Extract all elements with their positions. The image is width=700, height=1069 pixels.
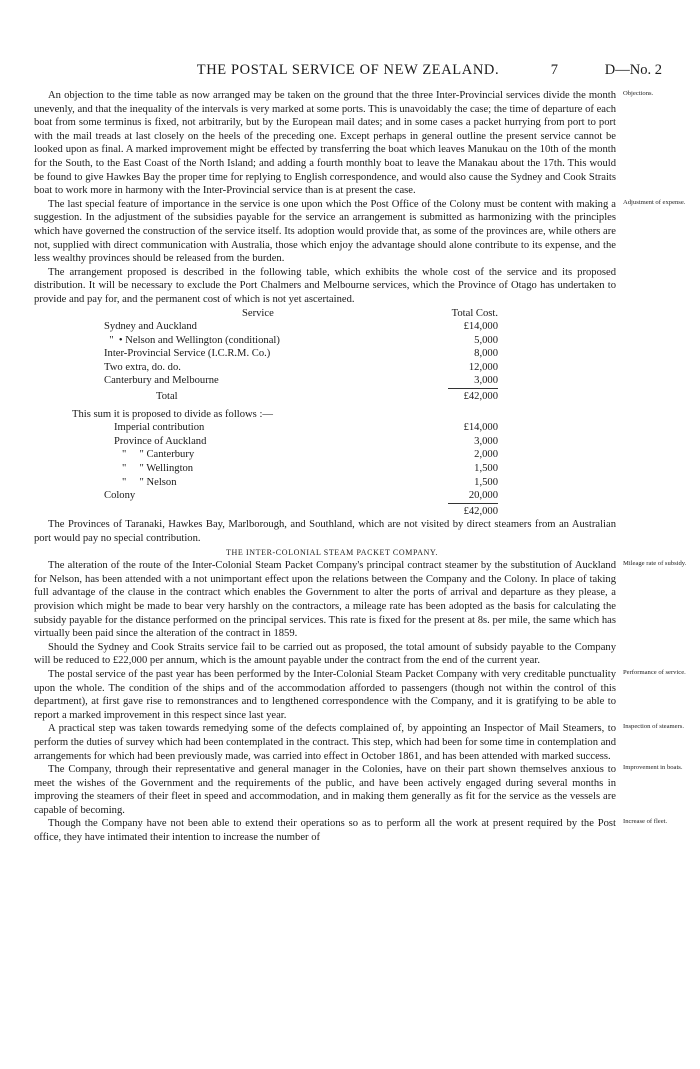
row-value: 1,500 <box>474 476 498 488</box>
row-label: Colony <box>104 490 136 502</box>
row-value: 2,000 <box>474 449 498 461</box>
paragraph-text: Though the Company have not been able to extend their operations so as to perform all the work at present required by the Post office, they have intimated their intention to increase the number of <box>34 818 616 844</box>
paragraph-text: A practical step was taken towards remedying some of the defects complained of, by appointing an Inspector of Mail Steamers, to perform the duties of survey which had been contemplated in the contract. This step, which had been for some time in contemplation and arrangements for which had been previously made, was carried into effect in October 1861, and has been attended with marked success. <box>34 723 616 762</box>
running-title: THE POSTAL SERVICE OF NEW ZEALAND. <box>196 62 500 78</box>
row-value: 5,000 <box>474 334 498 346</box>
row-label: Sydney and Auckland <box>104 321 197 333</box>
body-text <box>34 89 687 845</box>
paragraph-text: Should the Sydney and Cook Straits service fail to be carried out as proposed, the total amount of subsidy payable to the Company will be reduced to £22,000 per annum, which is the amount payable under the contract from the end of the current year. <box>34 641 616 667</box>
page-number: 7 <box>550 62 558 78</box>
row-label: " " Wellington <box>114 463 194 475</box>
table-row <box>104 334 616 348</box>
row-label: " " Canterbury <box>114 449 195 461</box>
paragraph <box>34 641 616 668</box>
row-label: " • Nelson and Wellington (conditional) <box>104 334 280 346</box>
table-row <box>104 462 616 476</box>
row-value: 8,000 <box>474 348 498 360</box>
row-value: 1,500 <box>474 463 498 475</box>
column-header-service: Service <box>242 307 274 319</box>
paragraph-text: The last special feature of importance in the service is one upon which the Post Office of the Colony must be content with making a suggestion. In the adjustment of the subsidies payable for the service an arrangement is submitted as harmonizing with the principles which have governed the construction of the service itself. Its adoption would provide that, as some of the provinces are, while others are not, supplied with direct communication with Australia, those which enjoy the advantage should alone contribute to its expense, and the less wealthy provinces should be released from the burden. <box>34 198 616 265</box>
paragraph <box>34 89 654 198</box>
table-total-row <box>104 390 616 404</box>
paragraph <box>34 817 668 844</box>
paragraph <box>34 763 683 817</box>
margin-note: Adjustment of expense. <box>623 198 686 206</box>
paragraph <box>34 266 616 307</box>
table-row <box>104 361 616 375</box>
paragraph <box>34 559 687 641</box>
paragraph-text: This sum it is proposed to divide as follows :— <box>72 408 273 420</box>
margin-note: Improvement in boats. <box>623 764 683 772</box>
row-label: Imperial contribution <box>114 422 205 434</box>
table-row <box>104 448 616 462</box>
row-value: £14,000 <box>463 422 498 434</box>
table-row <box>104 374 616 388</box>
margin-note: Performance of service. <box>623 668 686 676</box>
cost-table <box>104 307 616 404</box>
section-heading: THE INTER-COLONIAL STEAM PACKET COMPANY. <box>226 547 438 557</box>
row-value: £14,000 <box>463 321 498 333</box>
paragraph-text: The Provinces of Taranaki, Hawkes Bay, Marlborough, and Southland, which are not visited by direct steamers from an Australian port would pay no special contribution. <box>34 519 616 544</box>
row-label: Province of Auckland <box>114 435 207 447</box>
margin-note: Inspection of steamers. <box>623 723 684 731</box>
paragraph <box>34 668 686 722</box>
table-row <box>104 489 616 503</box>
paragraph-text: The arrangement proposed is described in the following table, which exhibits the whole cost of the service and its proposed distribution. It will be necessary to exclude the Port Chalmers and Melbourne services, which the Province of Otago has undertaken to provide and pay for, and the permanent cost of which is not yet ascertained. <box>34 266 616 305</box>
column-header-total: Total Cost. <box>451 307 498 319</box>
row-label: Inter-Provincial Service (I.C.R.M. Co.) <box>104 348 271 360</box>
division-table <box>104 421 616 518</box>
page-header <box>34 62 662 82</box>
table-total-row <box>104 505 616 519</box>
table-row <box>104 347 616 361</box>
row-label: Two extra, do. do. <box>104 361 181 373</box>
paragraph <box>34 198 686 266</box>
margin-note: Increase of fleet. <box>623 818 668 826</box>
table-row <box>104 421 616 435</box>
row-value: 3,000 <box>474 375 498 387</box>
paragraph-text: The postal service of the past year has been performed by the Inter-Colonial Steam Packet Company with very creditable punctuality upon the whole. The condition of the ships and of the accommodation afforded to passengers (though not within the control of this department), at first gave rise to remonstrances and to lengthened correspondence with the Company, and it is gratifying to be able to report a marked improvement in this respect since last year. <box>34 668 616 721</box>
total-label: Total <box>156 391 178 403</box>
paragraph-text: The Company, through their representative and general manager in the Colonies, have on their part shown themselves anxious to meet the wishes of the Government and the requirements of the public, and have been actively engaged during several months in improving the steamers of their fleet in speed and accommodation, and in making them generally as fit for the service as the vessels are capable of becoming. <box>34 764 616 816</box>
table-header-row <box>104 307 616 321</box>
row-label: " " Nelson <box>114 476 177 488</box>
paragraph <box>34 408 616 422</box>
row-value: 3,000 <box>474 435 498 447</box>
paragraph-text: An objection to the time table as now arranged may be taken on the ground that the three Inter-Provincial services divide the month unevenly, and that the inequality of the intervals is very marked at some ports. This is unavoidably the case; the time of departure of each boat from some terminus is fixed, not arbitrarily, but by the European mail dates; and in some cases a packet hurrying from port to port with the mail treads at last closely on the heels of the preceding one. Except perhaps in general outline the present service cannot be looked upon as final. A marked improvement might be effected by transferring the boat which leaves Manukau on the 10th of the month for the South, to the East Coast of the North Island; and adding a fourth monthly boat to leave the Manakau about the 17th. This would be found to give Hawkes Bay the proper time for replying to English correspondence, and would also cause the Sydney and Cook Straits boat to work more in harmony with the Inter-Provincial service than is at present the case. <box>34 90 616 197</box>
table-row <box>104 320 616 334</box>
paragraph <box>34 518 616 545</box>
paragraph <box>34 722 684 763</box>
document-number: D—No. 2 <box>604 62 662 78</box>
row-label: Canterbury and Melbourne <box>104 375 219 387</box>
row-value: 20,000 <box>468 490 498 502</box>
table-row <box>104 435 616 449</box>
margin-note: Mileage rate of subsidy. <box>623 560 687 568</box>
total-value: £42,000 <box>463 391 498 403</box>
total-value: £42,000 <box>463 505 498 517</box>
margin-note: Objections. <box>623 90 654 97</box>
table-row <box>104 476 616 490</box>
paragraph-text: The alteration of the route of the Inter-Colonial Steam Packet Company's principal contract steamer by the substitution of Auckland for Nelson, has been attended with a not unimportant effect upon the relations between the Company and the Colony. In place of taking full advantage of the clause in the contract which enables the Government to alter the ports of arrival and departure as they please, a provision which might be made to bear very harshly on the contractors, a mileage rate has been adopted as the basis for calculating the subsidy payable for the distance performed on the principal services. This rate is fixed for the present at 8s. per mile, the same which has virtually been paid since the alteration of the contract in 1859. <box>34 560 616 640</box>
row-value: 12,000 <box>468 361 498 373</box>
